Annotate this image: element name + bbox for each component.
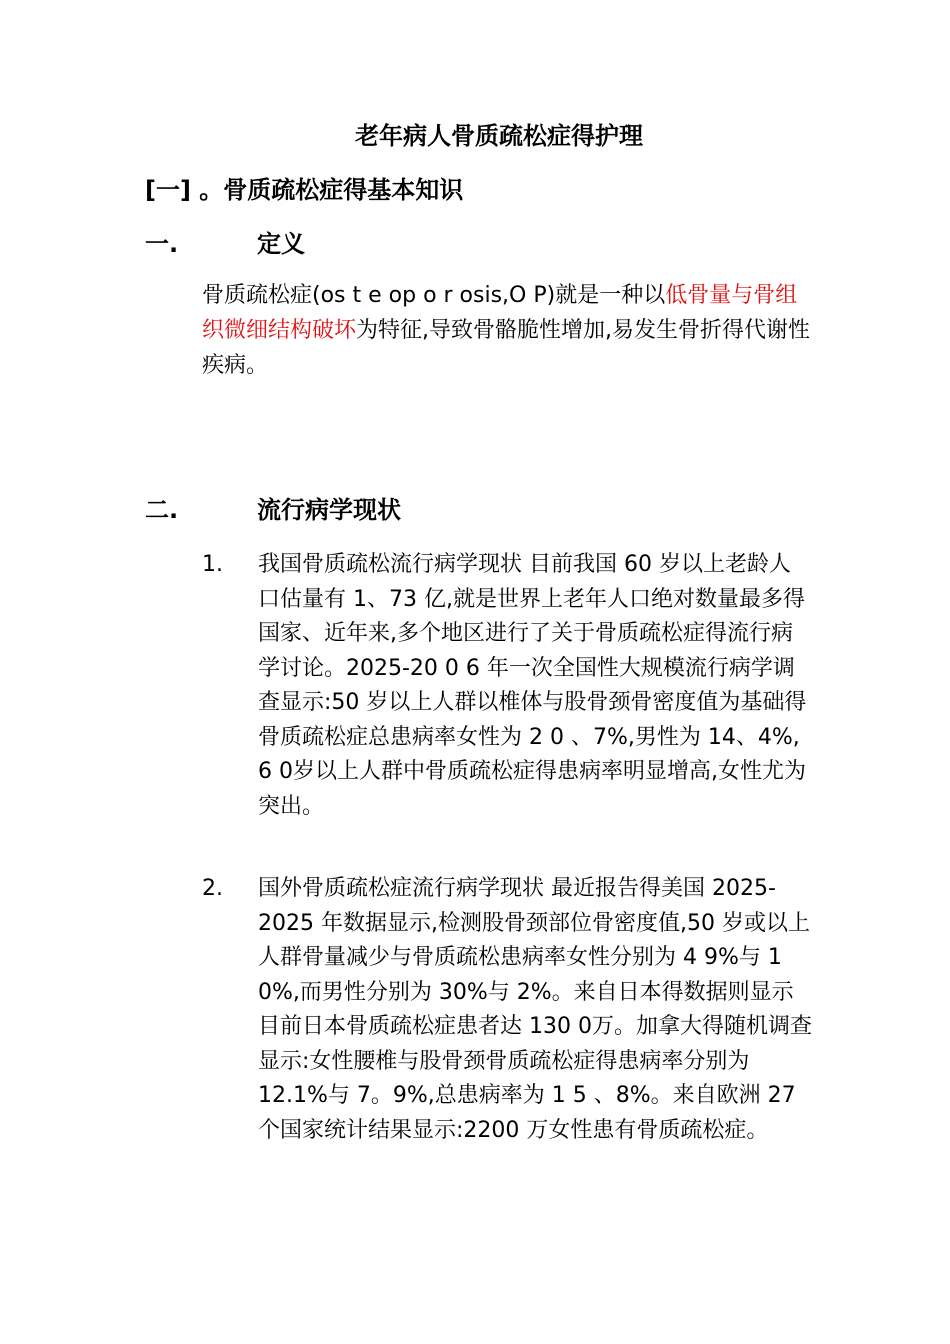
section-number: 一. (145, 230, 179, 258)
definition-text: 骨质疏松症(os t e op o r osis,O P)就是一种以 (202, 283, 666, 308)
definition-paragraph (202, 278, 812, 383)
list-item-text: 我国骨质疏松流行病学现状 目前我国 60 岁以上老龄人口估量有 1、73 亿,就是世界上老年人口绝对数量最多得国家、近年来,多个地区进行了关于骨质疏松症得流行病学讨论。2025-20 0 6 年一次全国性大规模流行病学调查显示:50 岁以上人群以椎体与股骨颈骨密度值为基础得骨质疏松症总患病率女性为 2 0 、7%,男性为 14、4%, 6 0岁以上人群中骨质疏松症得患病率明显增高,女性尤为突出。 (258, 552, 807, 819)
definition-highlight: 低骨量与骨组织微细结构破坏 (202, 283, 798, 343)
part-heading: [一] 。骨质疏松症得基本知识 (145, 176, 464, 204)
section-title: 定义 (257, 230, 305, 258)
list-marker: 2. (202, 876, 223, 901)
section-number: 二. (145, 496, 179, 524)
section-heading-epidemiology (145, 492, 401, 528)
definition-text-end: 为特征,导致骨骼脆性增加,易发生骨折得代谢性疾病。 (202, 318, 811, 378)
document-title: 老年病人骨质疏松症得护理 (355, 122, 643, 150)
section-title: 流行病学现状 (257, 496, 401, 524)
list-item-text: 国外骨质疏松症流行病学现状 最近报告得美国 2025-2025 年数据显示,检测股骨颈部位骨密度值,50 岁或以上人群骨量减少与骨质疏松患病率女性分别为 4 9%与 1 0%,而男性分别为 30%与 2%。来自日本得数据则显示目前日本骨质疏松症患者达 130 0万。加拿大得随机调查显示:女性腰椎与股骨颈骨质疏松症得患病率分别为 12.1%与 7。9%,总患病率为 1 5 、8%。来自欧洲 27 个国家统计结果显示:2200 万女性患有骨质疏松症。 (258, 876, 812, 1143)
list-item-domestic (202, 548, 812, 824)
list-marker: 1. (202, 552, 223, 577)
section-heading-definition (145, 226, 305, 262)
list-item-foreign (202, 872, 812, 1148)
